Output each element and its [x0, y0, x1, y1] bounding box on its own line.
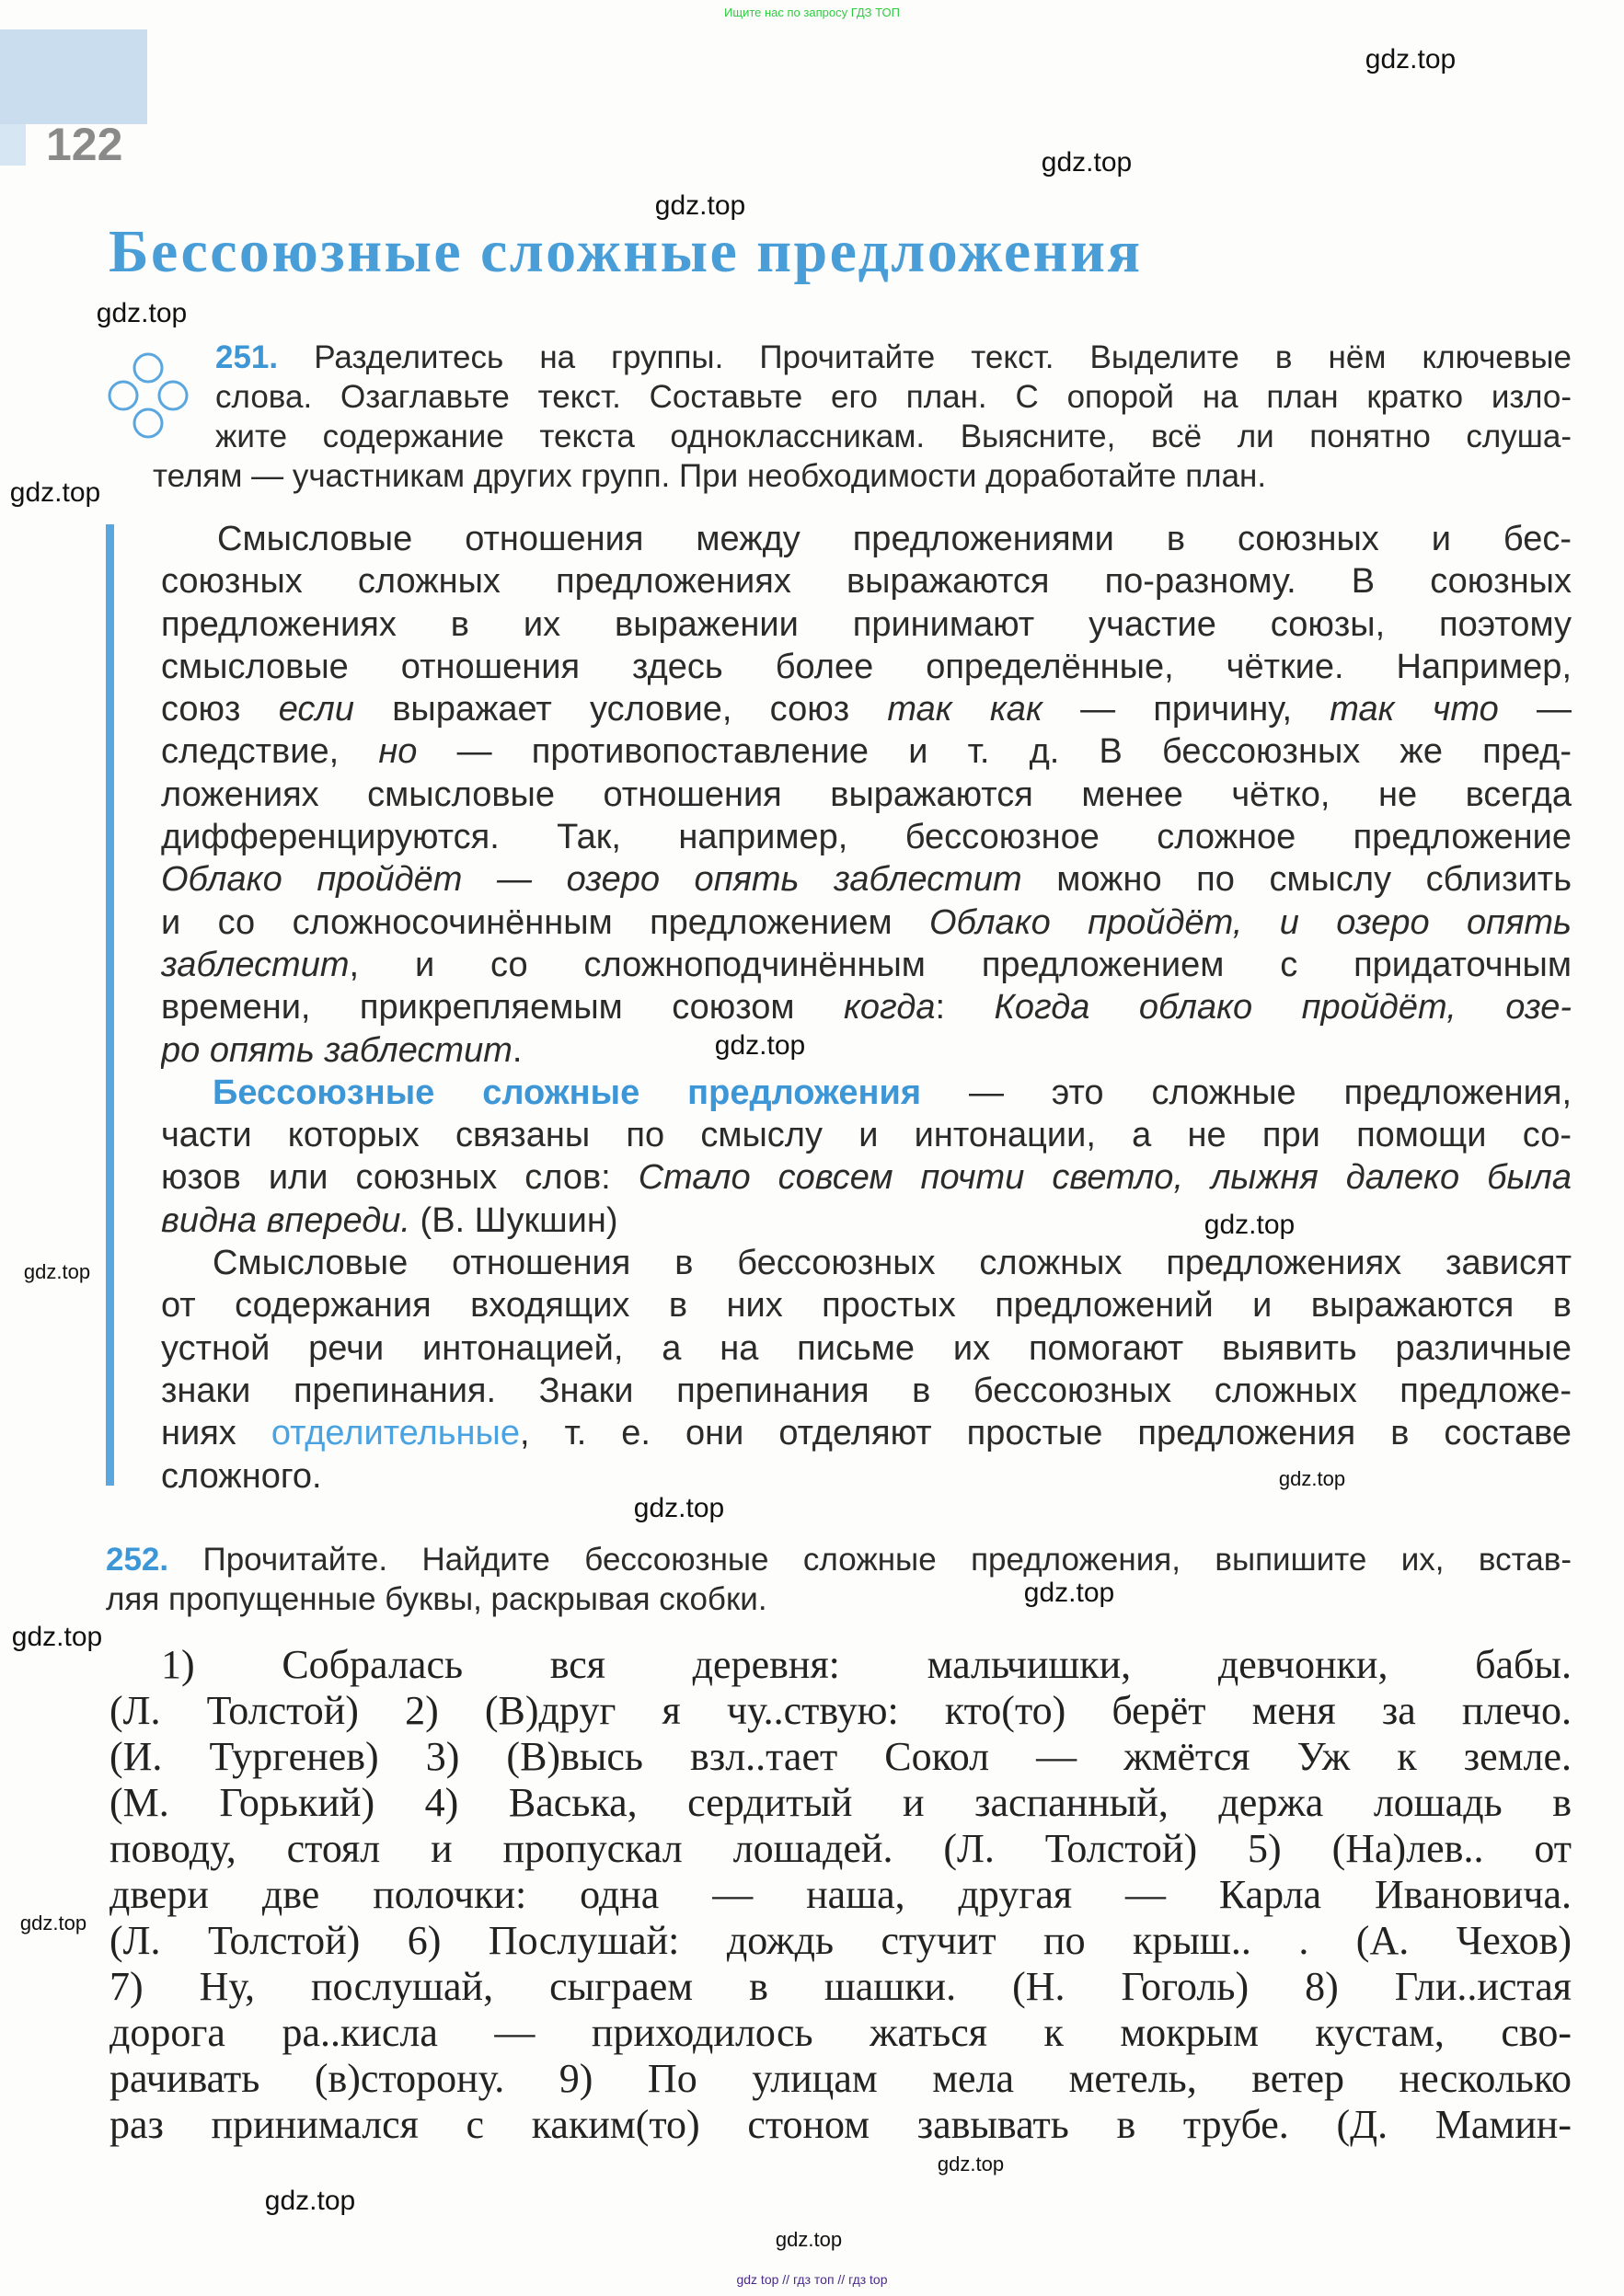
- example-italic: так как: [887, 690, 1042, 729]
- watermark: gdz.top: [9, 477, 101, 508]
- exercise-252-instructions: [106, 1540, 1572, 1619]
- watermark: gdz.top: [654, 190, 746, 221]
- text-line: [161, 774, 1572, 816]
- watermark: gdz.top: [1365, 44, 1457, 75]
- text-segment: Смысловые отношения в бессоюзных сложных предложениях зависят: [213, 1244, 1572, 1283]
- text-segment: рачивать (в)сторону. 9) По улицам мела метель, ветер несколько: [109, 2056, 1572, 2101]
- text-segment: телям — участникам других групп. При необходимости доработайте план.: [153, 458, 1267, 494]
- text-line: [109, 1918, 1572, 1964]
- text-segment: ляя пропущенные буквы, раскрывая скобки.: [106, 1581, 767, 1617]
- text-segment: слова. Озаглавьте текст. Составьте его план. С опорой на план кратко изло-: [215, 379, 1572, 415]
- text-line: [109, 1688, 1572, 1734]
- example-italic: если: [278, 690, 354, 729]
- rule-highlight-bar: [106, 524, 114, 1486]
- text-segment: знаки препинания. Знаки препинания в бессоюзных сложных предложе-: [161, 1371, 1572, 1410]
- text-segment: 7) Ну, послушай, сыграем в шашки. (Н. Гоголь) 8) Гли..истая: [109, 1964, 1572, 2009]
- text-line: [161, 1284, 1572, 1326]
- text-segment: (М. Горький) 4) Васька, сердитый и заспанный, держа лошадь в: [109, 1780, 1572, 1825]
- watermark: gdz.top: [264, 2186, 356, 2216]
- text-segment: выражает условие, союз: [353, 690, 888, 729]
- text-line: [106, 1579, 1572, 1619]
- text-segment: —: [1498, 690, 1572, 729]
- page-title: Бессоюзные сложные предложения: [109, 218, 1143, 285]
- text-line: [161, 944, 1572, 986]
- footer-links: gdz top // гдз топ // гдз top: [736, 2272, 888, 2287]
- watermark: gdz.top: [633, 1493, 725, 1523]
- example-italic: видна впереди.: [161, 1200, 410, 1240]
- exercise-number: 251.: [215, 339, 315, 375]
- text-line: [106, 1540, 1572, 1579]
- text-segment: ложениях смысловые отношения выражаются менее чётко, не всегда: [161, 775, 1572, 814]
- text-line: [161, 986, 1572, 1028]
- text-segment: двери две полочки: одна — наша, другая — Карла Ивановича.: [109, 1872, 1572, 1917]
- text-segment: союзных сложных предложениях выражаются по-разному. В союзных: [161, 562, 1572, 602]
- text-line: [161, 1029, 1572, 1072]
- watermark: gdz.top: [11, 1622, 103, 1652]
- text-line: [109, 1780, 1572, 1826]
- text-segment: сложного.: [161, 1456, 322, 1496]
- watermark: gdz.top: [775, 2228, 843, 2251]
- example-italic: Облако пройдёт — озеро опять заблестит: [161, 860, 1022, 900]
- text-line: [161, 518, 1572, 560]
- example-italic: но: [378, 732, 418, 772]
- exercise-252-text: [109, 1642, 1572, 2148]
- term-highlight: Бессоюзные сложные предложения: [213, 1073, 921, 1112]
- text-segment: жите содержание текста одноклассникам. Выясните, всё ли понятно слуша-: [215, 419, 1572, 454]
- text-segment: можно по смыслу сблизить: [1021, 860, 1572, 900]
- text-line: [109, 2010, 1572, 2056]
- watermark: gdz.top: [1204, 1210, 1296, 1240]
- text-segment: дорога ра..кисла — приходилось жаться к мокрым кустам, сво-: [109, 2010, 1572, 2055]
- text-segment: части которых связаны по смыслу и интонации, а не при помощи со-: [161, 1116, 1572, 1155]
- example-italic: так что: [1330, 690, 1499, 729]
- text-line: [109, 1964, 1572, 2010]
- text-segment: дифференцируются. Так, например, бессоюзное сложное предложение: [161, 818, 1572, 857]
- watermark: gdz.top: [1278, 1467, 1346, 1490]
- text-line: [161, 688, 1572, 730]
- text-segment: (Л. Толстой) 6) Послушай: дождь стучит по крыш.. . (А. Чехов): [109, 1918, 1572, 1963]
- text-segment: Прочитайте. Найдите бессоюзные сложные предложения, выпишите их, встав-: [202, 1542, 1572, 1578]
- text-segment: раз принимался с каким(то) стоном завывать в трубе. (Д. Мамин-: [109, 2102, 1572, 2147]
- watermark: gdz.top: [937, 2152, 1005, 2175]
- text-line: [109, 2056, 1572, 2102]
- watermark: gdz.top: [1023, 1578, 1115, 1608]
- text-line: [109, 2102, 1572, 2148]
- text-line: [161, 1412, 1572, 1454]
- text-line: [109, 1872, 1572, 1918]
- watermark: gdz.top: [19, 1911, 87, 1934]
- text-segment: , т. е. они отделяют простые предложения в составе: [519, 1414, 1572, 1453]
- text-line: [109, 1642, 1572, 1688]
- text-line: [153, 456, 1572, 496]
- top-search-note: Ищите нас по запросу ГДЗ ТОП: [724, 6, 900, 19]
- text-line: [161, 1242, 1572, 1284]
- text-segment: устной речи интонацией, а на письме их помогают выявить различные: [161, 1328, 1572, 1368]
- text-segment: предложениях в их выражении принимают участие союзы, поэтому: [161, 604, 1572, 644]
- example-italic: Стало совсем почти светло, лыжня далеко была: [638, 1158, 1572, 1198]
- text-line: [161, 858, 1572, 901]
- text-line: [161, 901, 1572, 944]
- watermark: gdz.top: [714, 1030, 806, 1061]
- text-line: [153, 377, 1572, 417]
- theory-text: [161, 518, 1572, 1498]
- text-segment: и со сложносочинённым предложением: [161, 902, 929, 942]
- text-line: [109, 1734, 1572, 1780]
- text-segment: 1) Собралась вся деревня: мальчишки, девчонки, бабы.: [161, 1642, 1572, 1687]
- text-segment: (И. Тургенев) 3) (В)высь взл..тает Сокол — жмётся Уж к земле.: [109, 1734, 1572, 1779]
- text-line: [153, 417, 1572, 456]
- exercise-251-instructions: [153, 338, 1572, 496]
- text-line: [161, 560, 1572, 603]
- example-italic: ро опять заблестит: [161, 1030, 513, 1070]
- text-segment: .: [512, 1030, 523, 1070]
- text-line: [161, 1114, 1572, 1156]
- text-segment: следствие,: [161, 732, 379, 772]
- text-line: [161, 1072, 1572, 1114]
- text-line: [161, 816, 1572, 858]
- page-corner-strip: [0, 124, 26, 166]
- example-italic: когда: [843, 988, 936, 1027]
- text-line: [161, 1455, 1572, 1498]
- text-segment: (Л. Толстой) 2) (В)друг я чу..ствую: кто(то) берёт меня за плечо.: [109, 1688, 1572, 1733]
- text-segment: юзов или союзных слов:: [161, 1158, 639, 1198]
- watermark: gdz.top: [96, 298, 188, 328]
- text-line: [161, 1370, 1572, 1412]
- text-segment: (В. Шукшин): [410, 1200, 618, 1240]
- page-corner-decoration: [0, 29, 147, 124]
- text-line: [161, 1200, 1572, 1242]
- text-segment: времени, прикрепляемым союзом: [161, 988, 844, 1027]
- example-italic: заблестит: [161, 945, 350, 984]
- text-segment: Разделитесь на группы. Прочитайте текст. Выделите в нём ключевые: [314, 339, 1572, 375]
- watermark: gdz.top: [1041, 147, 1133, 178]
- text-line: [161, 730, 1572, 773]
- text-segment: — это сложные предложения,: [921, 1073, 1572, 1112]
- text-line: [161, 603, 1572, 646]
- example-italic: Когда облако пройдёт, озе-: [994, 988, 1572, 1027]
- exercise-number: 252.: [106, 1542, 203, 1578]
- text-line: [161, 1327, 1572, 1370]
- text-segment: союз: [161, 690, 279, 729]
- text-segment: ниях: [161, 1414, 271, 1453]
- text-segment: :: [935, 988, 995, 1027]
- text-segment: — противопоставление и т. д. В бессоюзных же пред-: [417, 732, 1572, 772]
- example-italic: Облако пройдёт, и озеро опять: [929, 902, 1572, 942]
- watermark: gdz.top: [23, 1260, 91, 1283]
- text-segment: — причину,: [1042, 690, 1330, 729]
- page-number: 122: [46, 119, 123, 170]
- text-segment: смысловые отношения здесь более определённые, чёткие. Например,: [161, 647, 1572, 686]
- text-segment: Смысловые отношения между предложениями в союзных и бес-: [217, 520, 1572, 558]
- text-segment: , и со сложноподчинённым предложением с придаточным: [349, 945, 1572, 984]
- keyword-highlight: отделительные: [271, 1414, 520, 1453]
- text-line: [109, 1826, 1572, 1872]
- text-line: [161, 646, 1572, 688]
- text-line: [153, 338, 1572, 377]
- text-line: [161, 1156, 1572, 1199]
- text-segment: от содержания входящих в них простых предложений и выражаются в: [161, 1286, 1572, 1326]
- text-segment: поводу, стоял и пропускал лошадей. (Л. Толстой) 5) (На)лев.. от: [109, 1826, 1572, 1871]
